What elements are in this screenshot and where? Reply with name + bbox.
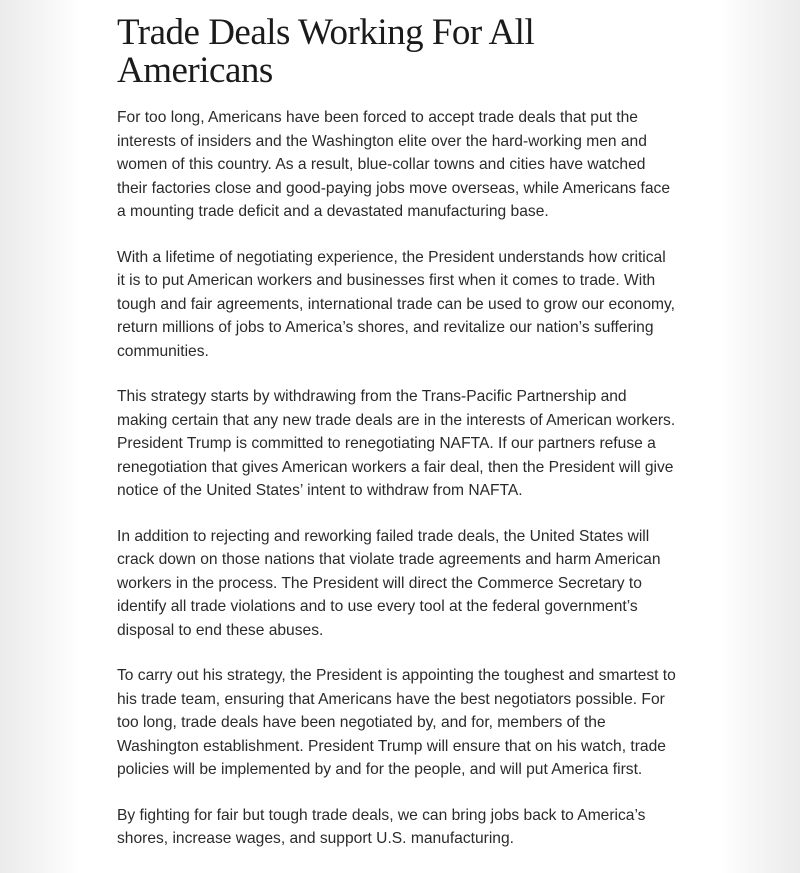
article-paragraph-4: In addition to rejecting and reworking failed trade deals, the United States will crack down on those nations that violate trade agreements and harm American workers in the process. The President will direct the Commerce Secretary to identify all trade violations and to use every tool at the federal government’s disposal to end these abuses. [117, 527, 661, 639]
article-paragraph-5: To carry out his strategy, the President is appointing the toughest and smartest to his trade team, ensuring that Americans have the best negotiators possible. For too long, trade deals have been negotiated by, and for, members of the Washington establishment. President Trump will ensure that on his watch, trade policies will be implemented by and for the people, and will put America first. [117, 667, 676, 778]
article-paragraph-1: For too long, Americans have been forced to accept trade deals that put the interests of insiders and the Washington elite over the hard-working men and women of this country. As a result, blue-collar towns and cities have watched their factories close and good-paying jobs move overseas, while Americans face a mounting trade deficit and a devastated manufacturing base. [117, 109, 670, 220]
article-paragraph-2: With a lifetime of negotiating experience, the President understands how critical it is to put American workers and businesses first when it comes to trade. With tough and fair agreements, international trade can be used to grow our economy, return millions of jobs to America’s shores, and revitalize our nation’s suffering communities. [117, 248, 675, 360]
article [117, 14, 677, 873]
article-paragraph-6: By fighting for fair but tough trade deals, we can bring jobs back to America’s shores, increase wages, and support U.S. manufacturing. [117, 806, 646, 847]
article-title: Trade Deals Working For All Americans [117, 12, 535, 91]
article-paragraph-3: This strategy starts by withdrawing from the Trans-Pacific Partnership and making certain that any new trade deals are in the interests of American workers. President Trump is committed to renegotiating NAFTA. If our partners refuse a renegotiation that gives American workers a fair deal, then the President will give notice of the United States’ intent to withdraw from NAFTA. [117, 388, 676, 499]
